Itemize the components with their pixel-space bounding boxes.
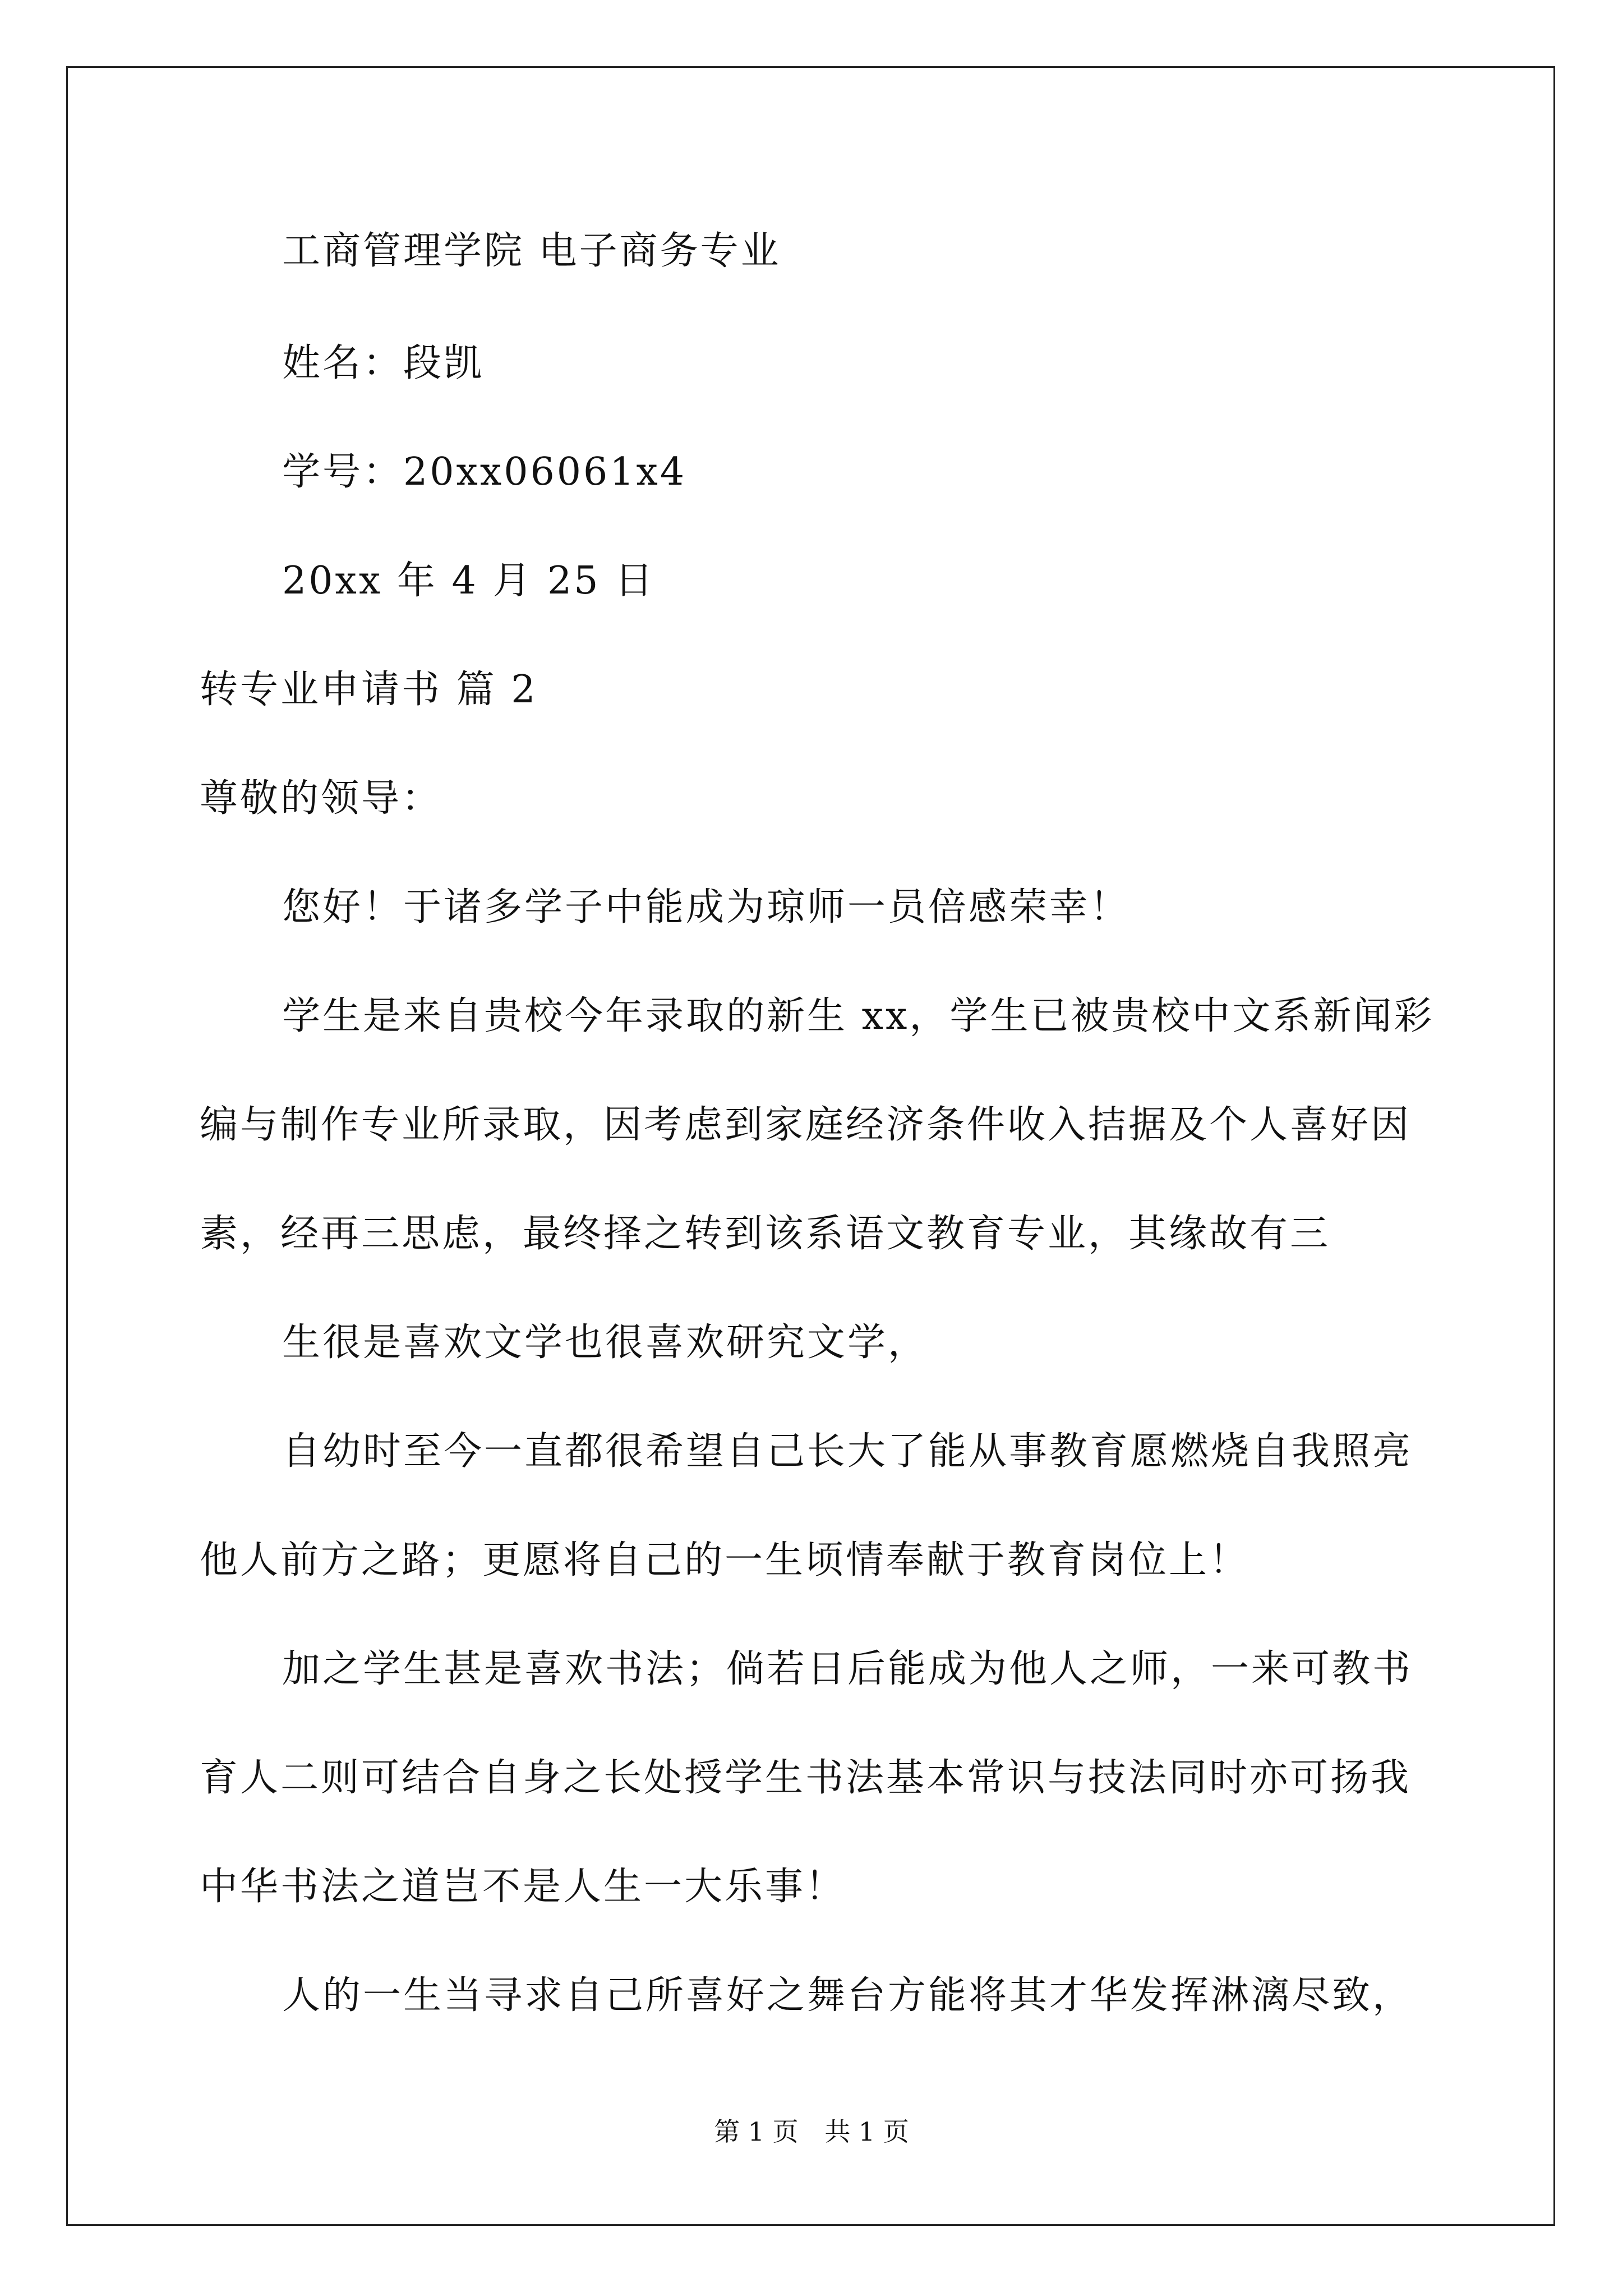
page-number: 第 1 页 xyxy=(714,2116,799,2147)
line-14: 加之学生甚是喜欢书法；倘若日后能成为他人之师，一来可教书 xyxy=(282,1647,1413,1691)
line-13: 他人前方之路；更愿将自己的一生顷情奉献于教育岗位上！ xyxy=(200,1538,1250,1582)
line-2: 姓名：段凯 xyxy=(282,341,485,385)
line-17: 人的一生当寻求自己所喜好之舞台方能将其才华发挥淋漓尽致， xyxy=(282,1973,1413,2018)
line-1: 工商管理学院 电子商务专业 xyxy=(282,229,781,273)
line-15: 育人二则可结合自身之长处授学生书法基本常识与技法同时亦可扬我 xyxy=(200,1756,1412,1800)
line-9: 编与制作专业所录取，因考虑到家庭经济条件收入拮据及个人喜好因 xyxy=(200,1103,1412,1147)
page-total: 共 1 页 xyxy=(824,2116,909,2147)
line-10: 素，经再三思虑，最终择之转到该系语文教育专业，其缘故有三 xyxy=(200,1212,1331,1256)
line-3: 学号：20xx06061x4 xyxy=(282,450,687,494)
line-11: 生很是喜欢文学也很喜欢研究文学， xyxy=(282,1320,929,1365)
line-8: 学生是来自贵校今年录取的新生 xx，学生已被贵校中文系新闻彩 xyxy=(282,994,1435,1038)
line-6: 尊敬的领导： xyxy=(200,776,442,821)
line-4: 20xx 年 4 月 25 日 xyxy=(282,559,656,603)
line-16: 中华书法之道岂不是人生一大乐事！ xyxy=(200,1865,846,1909)
line-7: 您好！于诸多学子中能成为琼师一员倍感荣幸！ xyxy=(282,885,1131,930)
line-5: 转专业申请书 篇 2 xyxy=(200,668,538,712)
page-footer xyxy=(0,2115,1623,2148)
line-12: 自幼时至今一直都很希望自己长大了能从事教育愿燃烧自我照亮 xyxy=(282,1429,1413,1474)
